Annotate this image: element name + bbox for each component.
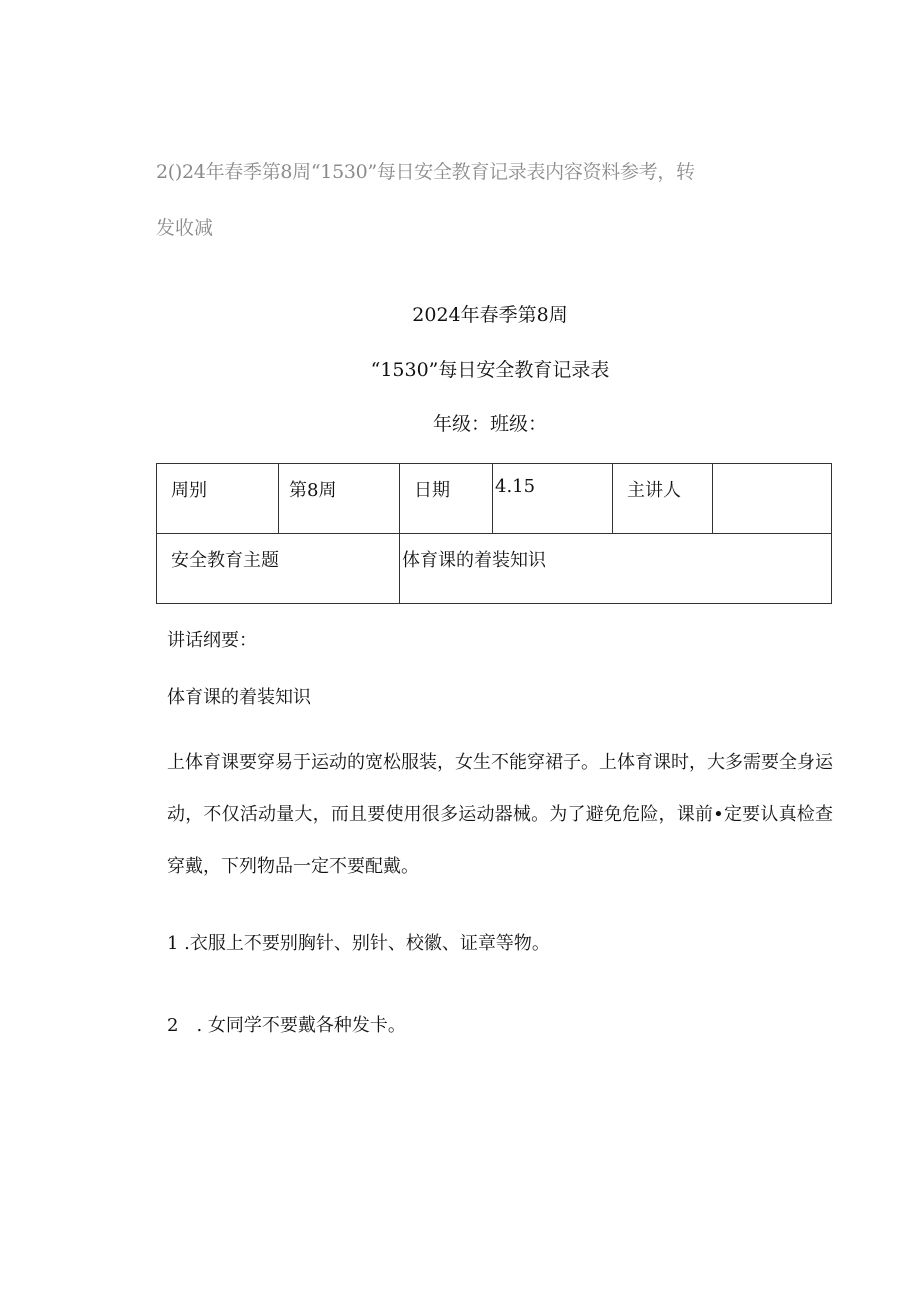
content-subtitle: 体育课的着装知识	[167, 687, 311, 708]
week-value-cell: 第8周	[279, 464, 400, 534]
topic-label-cell: 安全教育主题	[157, 534, 400, 604]
grade-class-line: 年级：班级：	[432, 413, 547, 435]
record-table	[156, 463, 832, 604]
list-item-2: 2 . 女同学不要戴各种发卡。	[167, 1015, 406, 1036]
week-label-cell: 周别	[157, 464, 279, 534]
table-row-info	[157, 464, 832, 534]
date-value-cell: 4.15	[493, 464, 613, 534]
document-title: 2024年春季第8周	[412, 304, 568, 326]
table-row-topic	[157, 534, 832, 604]
content-paragraph: 上体育课要穿易于运动的宽松服装，女生不能穿裙子。上体育课时，大多需要全身运动，不仅活动量大，而且要使用很多运动器械。为了避免危险，课前•定要认真检查穿戴，下列物品一定不要配戴。	[167, 752, 833, 877]
outline-label: 讲话纲要：	[167, 630, 257, 651]
intro-line-2: 发收减	[156, 217, 214, 239]
speaker-label-cell: 主讲人	[613, 464, 713, 534]
list-item-1: 1 .衣服上不要别胸针、别针、校徽、证章等物。	[167, 933, 550, 954]
date-label-cell: 日期	[400, 464, 493, 534]
speaker-value-cell	[713, 464, 832, 534]
topic-value-cell: 体育课的着装知识	[400, 534, 832, 604]
document-subtitle: “1530”每日安全教育记录表	[370, 359, 610, 381]
intro-line-1: 2()24年春季第8周“1530”每日安全教育记录表内容资料参考，转	[156, 161, 695, 183]
